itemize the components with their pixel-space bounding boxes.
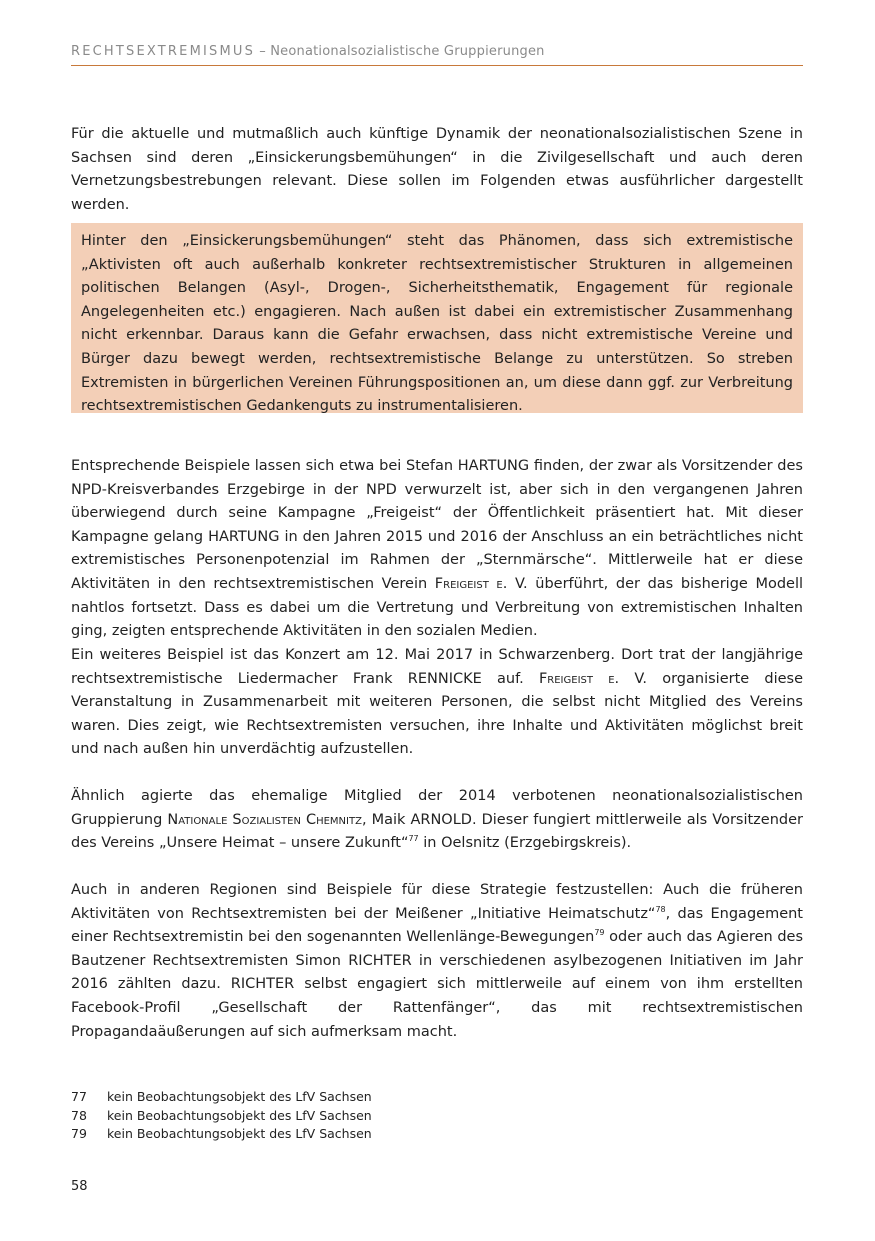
info-box [71, 223, 803, 413]
paragraph-konzert [71, 644, 803, 762]
org-freigeist-2: Freigeist e. V. [538, 670, 647, 687]
info-box-text: Hinter den „Einsickerungsbemühungen“ steht das Phänomen, dass sich extremistische „Aktivisten oft auch außerhalb konkreter rechtsextremistischer Strukturen in allgemeinen politischen Belangen (Asyl-, Drogen-, Sicherheitsthematik, Engagement für regionale Angelegenheiten etc.) engagieren. Nach außen ist dabei ein extremistischer Zusammenhang nicht erkennbar. Daraus kann die Gefahr erwachsen, dass nicht extremistische Vereine und Bürger dazu bewegt werden, rechtsextremistische Belange zu unterstützen. So streben Extremisten in bürgerlichen Vereinen Führungspositionen an, um diese dann ggf. zur Verbreitung rechtsextremistischen Gedankenguts zu instrumentalisieren. [81, 233, 793, 415]
footnote-text: kein Beobachtungsobjekt des LfV Sachsen [107, 1126, 372, 1141]
paragraph-regionen-text-c: oder auch das Agieren des Bautzener Rechtsextremisten Simon RICHTER in verschiedenen asylbezogenen Initiativen im Jahr 2016 zählten dazu. RICHTER selbst engagiert sich mittlerweile auf einem von ihm erstellten Facebook-Profil „Gesellschaft der Rattenfänger“, das mit rechtsextremistischen Propagandaäußerungen auf sich aufmerksam macht. [71, 929, 803, 1040]
org-nsc: Nationale Sozialisten Chemnitz [167, 811, 362, 828]
footnote-ref-78: 78 [655, 904, 666, 914]
header-title: RECHTSEXTREMISMUS [71, 44, 256, 59]
paragraph-hartung [71, 455, 803, 644]
org-freigeist: Freigeist e. V. [434, 575, 528, 592]
page-number: 58 [71, 1179, 88, 1194]
header-rule [71, 65, 803, 66]
paragraph-konzert-text-b: organisierte diese Veranstaltung in Zusammenarbeit mit weiteren Personen, die selbst nicht Mitglied des Vereins waren. Dies zeigt, wie Rechtsextremisten versuchen, ihre Inhalte und Aktivitäten möglichst breit und nach außen hin unverdächtig aufzustellen. [71, 670, 804, 758]
footnote-78 [71, 1107, 372, 1126]
paragraph-hartung-text-a: Entsprechende Beispiele lassen sich etwa bei Stefan HARTUNG finden, der zwar als Vorsitzender des NPD-Kreisverbandes Erzgebirge in der NPD verwurzelt ist, aber sich in den vergangenen Jahren überwiegend durch seine Kampagne „Freigeist“ der Öffentlichkeit präsentiert hat. Mit dieser Kampagne gelang HARTUNG in den Jahren 2015 und 2016 der Anschluss an ein beträchtliches nicht extremistisches Personenpotenzial im Rahmen der „Sternmärsche“. Mittlerweile hat er diese Aktivitäten in den rechtsextremistischen Verein [71, 458, 803, 592]
header-subtitle: – Neonationalsozialistische Gruppierungen [259, 44, 545, 59]
footnote-77 [71, 1088, 372, 1107]
footnote-79 [71, 1125, 372, 1144]
paragraph-arnold-text-b: , Maik ARNOLD. Dieser fungiert mittlerweile als Vorsitzender des Vereins „Unsere Heimat – unsere Zukunft“ [71, 811, 803, 852]
footnote-ref-79: 79 [594, 928, 605, 938]
footnote-ref-77: 77 [408, 834, 419, 844]
footnotes [71, 1088, 372, 1144]
running-header [71, 44, 803, 59]
paragraph-regionen-text-a: Auch in anderen Regionen sind Beispiele für diese Strategie festzustellen: Auch die früheren Aktivitäten von Rechtsextremisten bei der Meißener „Initiative Heimatschutz“ [71, 882, 803, 922]
paragraph-konzert-text-a: Ein weiteres Beispiel ist das Konzert am 12. Mai 2017 in Schwarzenberg. Dort trat der langjährige rechtsextremistische Liedermacher Frank RENNICKE auf. [71, 647, 803, 687]
paragraph-arnold-text-a: Ähnlich agierte das ehemalige Mitglied der 2014 verbotenen neonationalsozialistischen Gruppierung [71, 788, 803, 828]
footnote-number: 78 [71, 1107, 87, 1123]
footnote-text: kein Beobachtungsobjekt des LfV Sachsen [107, 1107, 372, 1123]
paragraph-arnold-text-c: in Oelsnitz (Erzgebirgskreis). [418, 835, 632, 852]
footnote-number: 79 [71, 1126, 87, 1141]
paragraph-hartung-text-b: überführt, der das bisherige Modell nahtlos fortsetzt. Dass es dabei um die Vertretung und Verbreitung von extremistischen Inhalten ging, zeigten entsprechende Aktivitäten in den sozialen Medien. [71, 575, 804, 640]
intro-paragraph: Für die aktuelle und mutmaßlich auch künftige Dynamik der neonationalsozialistischen Szene in Sachsen sind deren „Einsickerungsbemühungen“ in die Zivilgesellschaft und auch deren Vernetzungsbestrebungen relevant. Diese sollen im Folgenden etwas ausführlicher dargestellt werden. [71, 126, 803, 213]
footnote-text: kein Beobachtungsobjekt des LfV Sachsen [107, 1089, 372, 1104]
paragraph-regionen [71, 879, 803, 1044]
paragraph-regionen-text-b: , das Engagement einer Rechtsextremistin bei den sogenannten Wellenlänge-Bewegungen [71, 905, 803, 946]
paragraph-arnold [71, 785, 803, 856]
footnote-number: 77 [71, 1089, 87, 1104]
